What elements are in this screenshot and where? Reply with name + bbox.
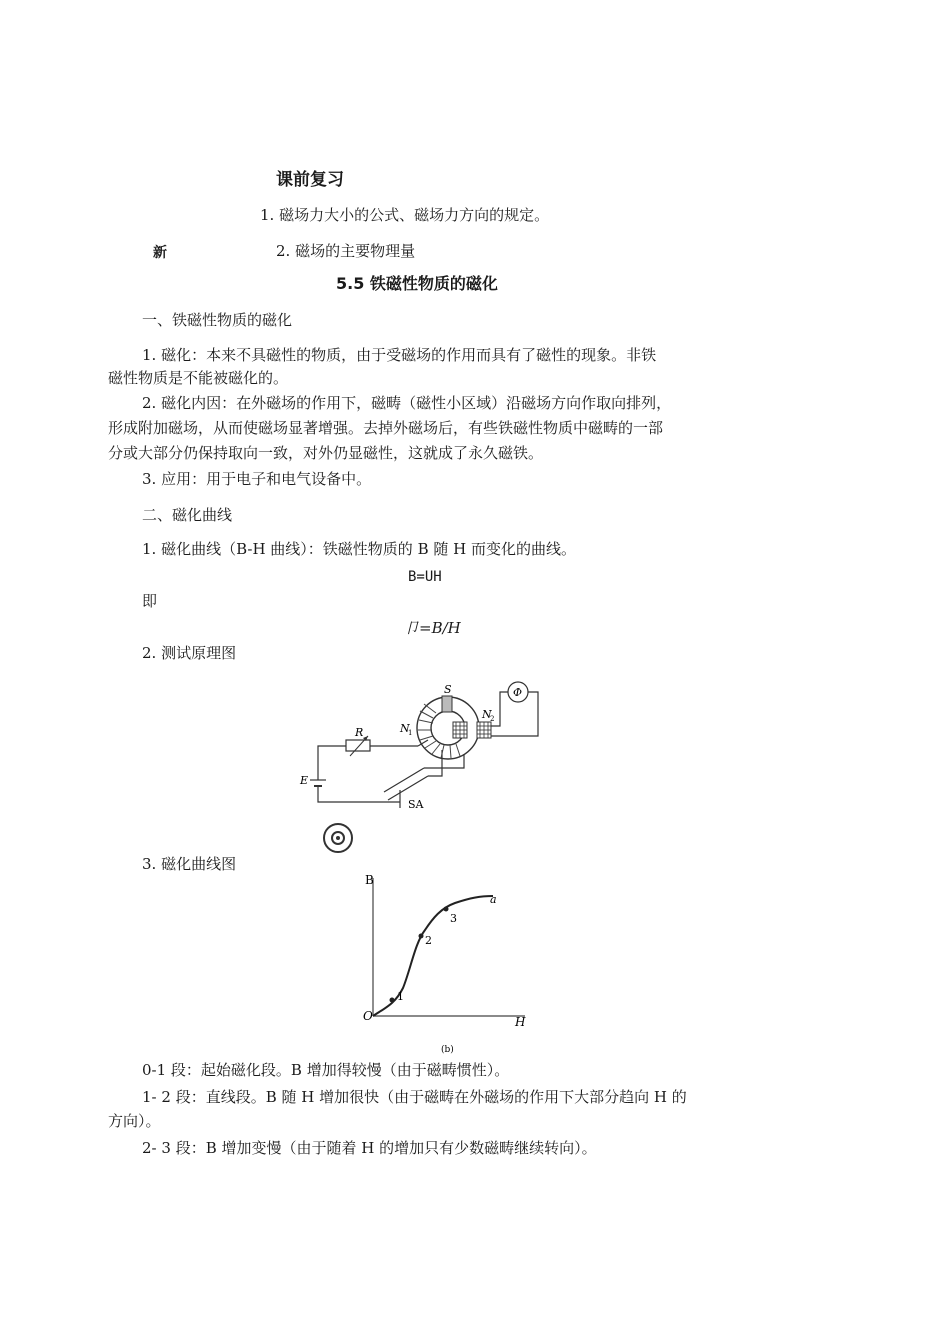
point-label-3: 3 <box>450 912 457 925</box>
axis-label-b: B <box>365 873 374 887</box>
review-item-2: 2. 磁场的主要物理量 <box>276 242 416 260</box>
segment-1-2-line1: 1- 2 段：直线段。B 随 H 增加很快（由于磁畴在外磁场的作用下大部分趋向 H 的 <box>142 1088 687 1106</box>
test-circuit-diagram <box>296 680 542 810</box>
section1-para3: 3. 应用：用于电子和电气设备中。 <box>142 470 372 488</box>
label-n1-sub: 1 <box>408 729 413 737</box>
label-n2-sub: 2 <box>490 715 495 723</box>
ji-label: 即 <box>142 592 158 610</box>
magnetization-curve <box>355 868 535 1058</box>
section2-para2: 2. 测试原理图 <box>142 644 237 662</box>
label-e: E <box>300 774 309 787</box>
segment-2-3: 2- 3 段：B 增加变慢（由于随着 H 的增加只有少数磁畴继续转向）。 <box>142 1139 597 1157</box>
formula-mu: 卩=B/H <box>404 619 461 637</box>
review-item-1: 1. 磁场力大小的公式、磁场力方向的规定。 <box>260 206 550 224</box>
label-sa: SA <box>408 798 424 810</box>
point-label-2: 2 <box>425 934 432 947</box>
point-3 <box>444 907 449 912</box>
section1-para2-line1: 2. 磁化内因：在外磁场的作用下，磁畴（磁性小区域）沿磁场方向作取向排列， <box>142 394 672 412</box>
segment-1-2-line2: 方向）。 <box>108 1112 161 1130</box>
section1-para1-line1: 1. 磁化：本来不具磁性的物质，由于受磁场的作用而具有了磁性的现象。非铁 <box>142 346 657 364</box>
figure-caption: (b) <box>441 1045 454 1055</box>
section1-para1-line2: 磁性物质是不能被磁化的。 <box>108 369 289 387</box>
section2-para1: 1. 磁化曲线（B-H 曲线）：铁磁性物质的 B 随 H 而变化的曲线。 <box>142 540 576 558</box>
label-n2: N <box>482 708 492 721</box>
point-2 <box>419 934 424 939</box>
section1-para2-line2: 形成附加磁场，从而使磁场显著增强。去掉外磁场后，有些铁磁性物质中磁畴的一部 <box>108 419 664 437</box>
section1-heading: 一、铁磁性物质的磁化 <box>142 311 293 329</box>
section2-heading: 二、磁化曲线 <box>142 506 233 524</box>
section1-para2-line3: 分或大部分仍保持取向一致，对外仍显磁性，这就成了永久磁铁。 <box>108 444 544 462</box>
margin-mark: 新 <box>153 245 167 261</box>
curve-label-a: a <box>490 893 497 906</box>
label-phi: Φ <box>513 686 523 699</box>
origin-label: O <box>363 1009 373 1023</box>
segment-0-1: 0-1 段：起始磁化段。B 增加得较慢（由于磁畴惯性）。 <box>142 1061 510 1079</box>
review-heading: 课前复习 <box>276 170 344 190</box>
label-s: S <box>444 683 452 696</box>
point-1 <box>390 998 395 1003</box>
lesson-title: 5.5 铁磁性物质的磁化 <box>336 274 498 293</box>
point-label-1: 1 <box>397 990 404 1003</box>
target-circle-icon <box>322 822 354 854</box>
section2-para3: 3. 磁化曲线图 <box>142 855 237 873</box>
formula-b-uh: B=UH <box>408 569 442 585</box>
label-n1: N <box>400 722 410 735</box>
axis-label-h: H <box>515 1015 526 1029</box>
rheostat <box>346 740 370 751</box>
label-r: R <box>355 726 364 739</box>
